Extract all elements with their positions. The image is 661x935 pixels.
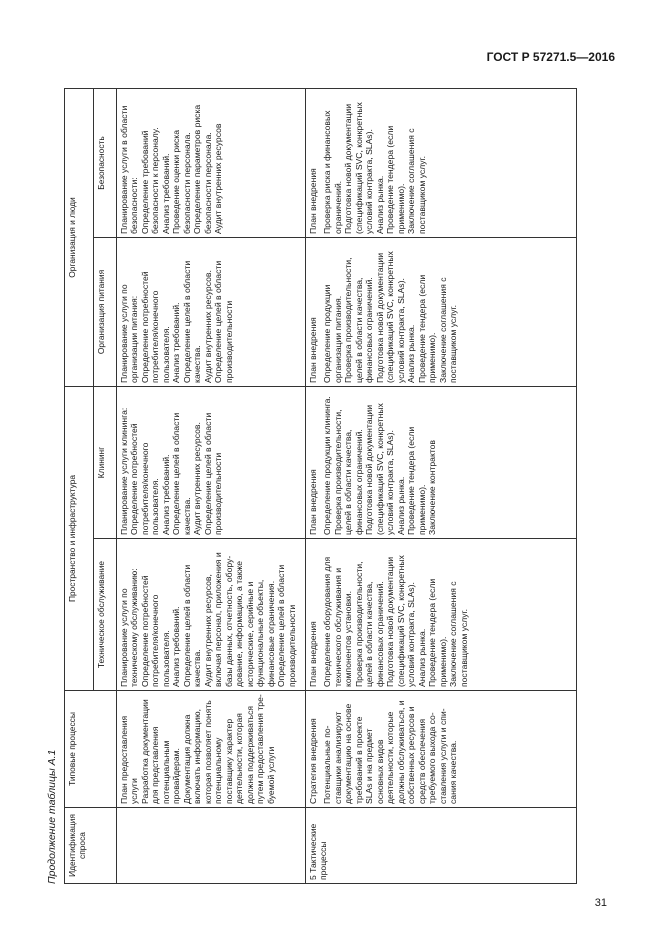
row1-processes: План предоставления услуги Разработка документации для представления потенциальным провайдерам. Документация должна включать информацию, которая позволяет понять потенциальному поставщику характер деятельности, которая должна поддерживаться путем предоставления требуемой услуги [117, 691, 306, 808]
row2-security: План внедрения Проверка риска и финансовых ограничений. Подготовка новой документации (спецификаций SVC, конкретных условий контракта, SLAs). Анализ рынка. Проведение тендера (если применимо). Заключение соглашения с поставщиком услуг. [306, 89, 577, 238]
page-number: 31 [594, 897, 607, 909]
row2-maintenance-title: План внедрения [308, 621, 318, 687]
rotated-table-page [46, 89, 601, 884]
row2-processes-title: Стратегия внедрения [308, 718, 318, 804]
row1-cleaning: Планирование услуги клининга: Определение потребностей потребителя/конечного пользователя. Анализ требований. Определение целей в области качества. Аудит внутренних ресурсов. Определение целей в области производительности [117, 387, 306, 539]
row2-catering: План внедрения Определение продукции организации питания. Проверка производительности, целей в области качества, финансовых ограничений. Подготовка новой документации (спецификаций SVC, конкретных условий контракта, SLAs). Анализ рынка. Проведение тендера (если применимо). Заключение соглашения с поставщиком услуг. [306, 238, 577, 387]
header-catering: Организация питания [94, 238, 117, 387]
row1-maintenance: Планирование услуги по техническому обслуживанию: Определение потребностей потребителя/конечного пользователя. Анализ требований. Определение целей в области качества. Аудит внутренних ресурсов, включая персонал, приложения и базы данных, отчетность, оборудование, информацию, а также исторические, серийные и функциональные объекты, финансовые ограничения. Определение целей в области производительности [117, 539, 306, 691]
row2-catering-title: План внедрения [308, 317, 318, 383]
header-group-space: Пространство и инфраструктура [65, 387, 94, 691]
header-cleaning: Клининг [94, 387, 117, 539]
header-maintenance: Техническое обслуживание [94, 539, 117, 691]
row2-security-title: План внедрения [308, 168, 318, 234]
row1-security: Планирование услуги в области безопасности: Определение требований безопасности к персоналу. Анализ требований. Проведение оценки риска безопасности персонала. Определение параметров риска безопасности персонала. Аудит внутренних ресурсов [117, 89, 306, 238]
requirements-table [64, 88, 577, 884]
header-processes: Типовые процессы [65, 691, 117, 808]
table-row [306, 89, 577, 884]
table-row [117, 89, 306, 884]
header-group-org: Организация и люди [65, 89, 94, 387]
table-continuation-caption: Продолжение таблицы А.1 [46, 749, 58, 884]
row1-demand [117, 808, 306, 884]
row2-cleaning-title: План внедрения [308, 469, 318, 535]
header-security: Безопасность [94, 89, 117, 238]
row2-cleaning: План внедрения Определение продукции клининга. Проверка производительности, целей в области качества, финансовых ограничений. Подготовка новой документации (спецификаций SVC, конкретных условий контракта, SLAs). Анализ рынка. Проведение тендера (если применимо). Заключение контрактов [306, 387, 577, 539]
row2-maintenance: План внедрения Определение оборудования для технического обслуживания и компонентов установки. Проверка производительности, целей в области качества, финансовых ограничений. Подготовка новой документации (спецификаций SVC, конкретных условий контракта, SLAs). Анализ рынка. Проведение тендера (если применимо). Заключение соглашения с поставщиком услуг. [306, 539, 577, 691]
header-demand: Идентификация спроса [65, 808, 117, 884]
standard-code: ГОСТ Р 57271.5—2016 [486, 50, 615, 64]
row2-demand: 5 Тактические процессы [306, 808, 577, 884]
row2-processes: Стратегия внедрения Потенциальные поставщики анализируют документацию на основе требований в проекте SLAs и на предмет основных видов деятельности, которые должны обслуживаться, и собственных ресурсов и средств обеспечения требуемого выхода составления услуги и списания качества. [306, 691, 577, 808]
row1-catering: Планирование услуги по организации питания: Определение потребностей потребителя/конечного пользователя. Анализ требований. Определение целей в области качества. Аудит внутренних ресурсов. Определение целей в области производительности [117, 238, 306, 387]
